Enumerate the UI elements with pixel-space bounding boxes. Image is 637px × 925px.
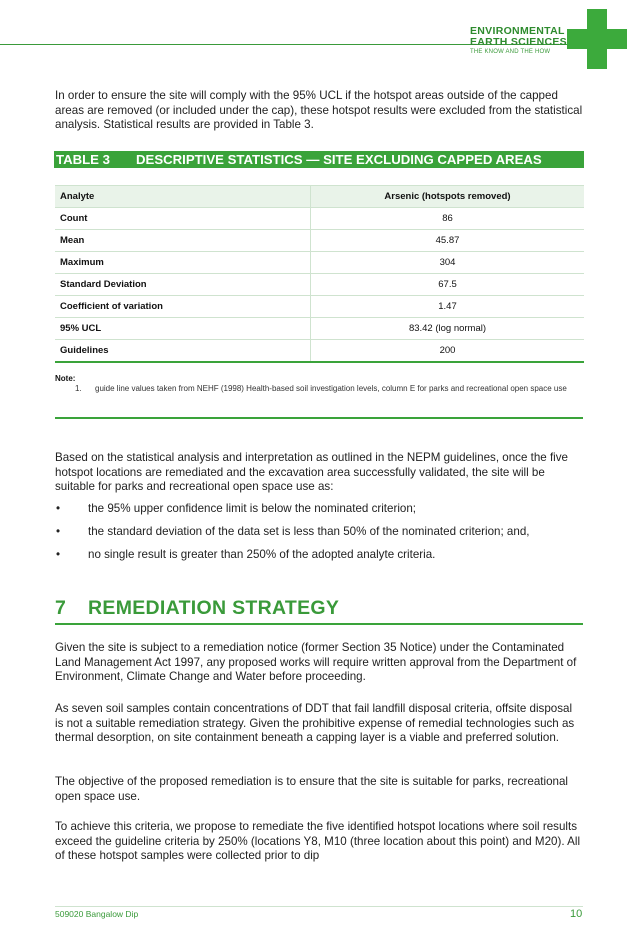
bullet-icon: • — [56, 502, 61, 515]
row-value: 1.47 — [311, 296, 585, 318]
row-value: 83.42 (log normal) — [311, 318, 585, 340]
row-value: 304 — [311, 252, 585, 274]
header-analyte: Analyte — [55, 186, 311, 208]
logo-tagline: THE KNOW AND THE HOW — [470, 49, 551, 55]
green-cross-icon — [567, 9, 627, 69]
table-number: TABLE 3 — [56, 152, 110, 167]
table-row — [55, 274, 584, 296]
row-label: Maximum — [55, 252, 311, 274]
row-value: 45.87 — [311, 230, 585, 252]
section-number: 7 — [55, 597, 67, 619]
note-number: 1. — [75, 384, 82, 393]
table-note-label: Note: — [55, 374, 76, 383]
row-value: 200 — [311, 340, 585, 363]
bullet-icon: • — [56, 525, 61, 538]
table-title-bar — [54, 151, 584, 168]
logo-line-1: ENVIRONMENTAL — [470, 25, 565, 37]
statistics-table — [55, 185, 584, 363]
intro-paragraph: In order to ensure the site will comply with the 95% UCL if the hotspot areas outside of the capped areas are removed (or included under the cap), these hotspot results were excluded from the statistical analysis. Statistical results are provided in Table 3. — [55, 89, 583, 132]
table-bottom-rule — [55, 417, 583, 419]
table-header-row — [55, 186, 584, 208]
paragraph-ddt-samples: As seven soil samples contain concentrations of DDT that fail landfill disposal criteria, offsite disposal is not a suitable remediation strategy. Given the prohibitive expense of remedial technologies such as thermal desorption, on site containment beneath a capping layer is a viable and preferred solution. — [55, 702, 575, 745]
header-arsenic: Arsenic (hotspots removed) — [311, 186, 585, 208]
table-row — [55, 208, 584, 230]
conclusion-paragraph: Based on the statistical analysis and interpretation as outlined in the NEPM guidelines, once the five hotspot locations are remediated and the excavation area successfully validated, the site will be suitable for parks and recreational open space use as: — [55, 451, 569, 494]
row-label: Standard Deviation — [55, 274, 311, 296]
table-row — [55, 318, 584, 340]
page-number: 10 — [570, 908, 583, 920]
footer-doc-ref: 509020 Bangalow Dip — [55, 909, 139, 919]
row-label: Count — [55, 208, 311, 230]
row-label: 95% UCL — [55, 318, 311, 340]
row-label: Mean — [55, 230, 311, 252]
table-title: DESCRIPTIVE STATISTICS — SITE EXCLUDING CAPPED AREAS — [136, 152, 542, 167]
paragraph-objective: The objective of the proposed remediation is to ensure that the site is suitable for parks, recreational open space use. — [55, 775, 568, 803]
paragraph-hotspots: To achieve this criteria, we propose to remediate the five identified hotspot locations where soil results exceed the guideline criteria by 250% (locations Y8, M10 (three location about this point) and M20). All of these hotspot samples were collected prior to dip — [55, 820, 581, 863]
paragraph-remediation-notice: Given the site is subject to a remediation notice (former Section 35 Notice) under the Contaminated Land Management Act 1997, any proposed works will require written approval from the Department of Environment, Climate Change and Water before proceeding. — [55, 641, 577, 684]
section-rule — [55, 623, 583, 625]
bullet-icon: • — [56, 548, 61, 561]
row-value: 67.5 — [311, 274, 585, 296]
section-title: REMEDIATION STRATEGY — [88, 597, 340, 619]
note-text: guide line values taken from NEHF (1998) Health-based soil investigation levels, column E for parks and recreational open space use — [95, 384, 567, 393]
row-value: 86 — [311, 208, 585, 230]
logo-line-2: EARTH SCIENCES — [470, 36, 567, 48]
footer-rule — [55, 906, 583, 907]
table-row — [55, 230, 584, 252]
table-row — [55, 296, 584, 318]
table-row — [55, 340, 584, 363]
row-label: Guidelines — [55, 340, 311, 363]
row-label: Coefficient of variation — [55, 296, 311, 318]
table-row — [55, 252, 584, 274]
company-logo — [470, 26, 567, 55]
